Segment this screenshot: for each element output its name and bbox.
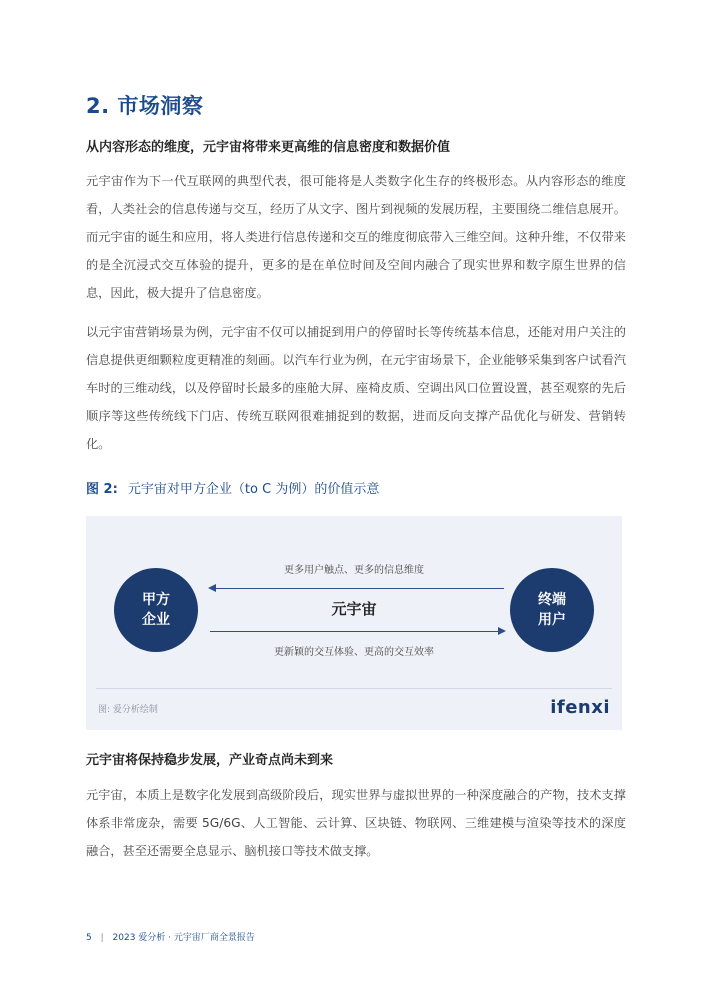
top-arrow-label: 更多用户触点、更多的信息维度 xyxy=(284,565,424,576)
section-title-text: 市场洞察 xyxy=(117,94,204,118)
footer-separator: | xyxy=(100,933,104,943)
arrow-right-head xyxy=(498,627,506,635)
arrow-to-user xyxy=(210,631,500,632)
figure-caption-text: 元宇宙对甲方企业（to C 为例）的价值示意 xyxy=(127,482,380,497)
figure-number: 图 2: xyxy=(86,482,118,497)
bottom-arrow-label: 更新颖的交互体验、更高的交互效率 xyxy=(274,647,434,658)
paragraph-content-form: 元宇宙作为下一代互联网的典型代表，很可能将是人类数字化生存的终极形态。从内容形态的维度看，人类社会的信息传递与交互，经历了从文字、图片到视频的发展历程，主要围绕二维信息展开。而元宇宙的诞生和应用，将人类进行信息传递和交互的维度彻底带入三维空间。这种升维，不仅带来的是全沉浸式交互体验的提升，更多的是在单位时间及空间内融合了现实世界和数字原生世界的信息，因此，极大提升了信息密度。 xyxy=(86,174,626,300)
metaverse-center-label: 元宇宙 xyxy=(331,600,377,618)
ifenxi-logo: ifenxi xyxy=(550,697,610,718)
node-end-user-label: 终端用户 xyxy=(538,592,566,628)
arrow-to-enterprise xyxy=(214,588,504,589)
report-title: 2023 爱分析 · 元宇宙厂商全景报告 xyxy=(112,933,255,943)
page-footer xyxy=(86,930,255,943)
section-title xyxy=(86,90,203,120)
figure-source: 图: 爱分析绘制 xyxy=(98,705,158,715)
subheading-steady-development: 元宇宙将保持稳步发展，产业奇点尚未到来 xyxy=(86,753,334,768)
paragraph-marketing-scenario: 以元宇宙营销场景为例，元宇宙不仅可以捕捉到用户的停留时长等传统基本信息，还能对用户关注的信息提供更细颗粒度更精准的刻画。以汽车行业为例，在元宇宙场景下，企业能够采集到客户试看汽车时的三维动线，以及停留时长最多的座舱大屏、座椅皮质、空调出风口位置设置，甚至观察的先后顺序等这些传统线下门店、传统互联网很难捕捉到的数据，进而反向支撑产品优化与研发、营销转化。 xyxy=(86,325,626,451)
paragraph-metaverse-essence: 元宇宙，本质上是数字化发展到高级阶段后，现实世界与虚拟世界的一种深度融合的产物，技术支撑体系非常庞杂，需要 5G/6G、人工智能、云计算、区块链、物联网、三维建模与渲染等技术的深度融合，甚至还需要全息显示、脑机接口等技术做支撑。 xyxy=(86,788,626,858)
node-client-enterprise-label: 甲方企业 xyxy=(142,592,170,628)
section-number: 2. xyxy=(86,94,110,118)
figure-caption xyxy=(86,478,379,497)
subheading-content-dimension: 从内容形态的维度，元宇宙将带来更高维的信息密度和数据价值 xyxy=(86,140,451,155)
value-diagram xyxy=(86,516,622,730)
figure-divider xyxy=(96,688,612,689)
page-number: 5 xyxy=(86,933,92,943)
